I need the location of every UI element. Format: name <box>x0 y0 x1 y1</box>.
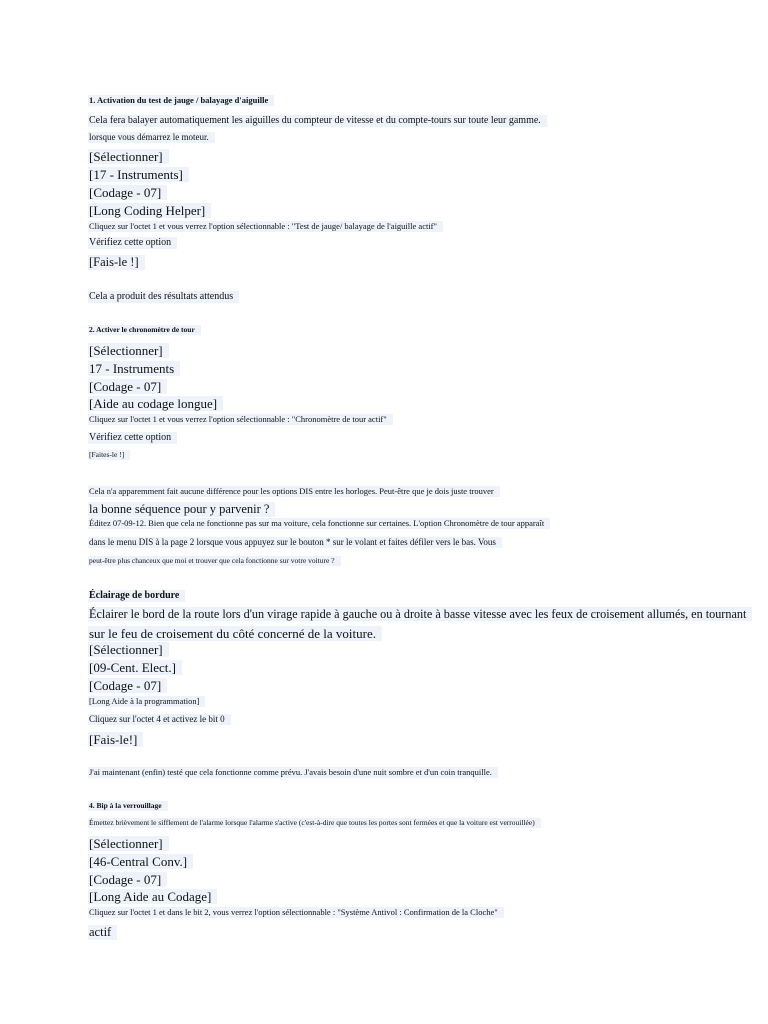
section-4-step-coding: [Codage - 07] <box>88 872 167 887</box>
section-1-step-coding: [Codage - 07] <box>88 185 167 200</box>
section-4-description: Émettez brièvement le sifflement de l'alarme lorsque l'alarme s'active (c'est-à-dire que toutes les portes sont fermées et que la voiture est verrouillée) <box>88 818 541 828</box>
section-3-description-line-2: sur le feu de croisement du côté concerné de la voiture. <box>88 626 382 641</box>
section-3-step-module: [09-Cent. Elect.] <box>88 660 182 675</box>
section-2-note-line-1: Cela n'a apparemment fait aucune différence pour les options DIS entre les horloges. Peut-être que je dois juste trouver <box>88 486 500 497</box>
section-3-title: Éclairage de bordure <box>88 590 185 602</box>
section-1-title: 1. Activation du test de jauge / balayage d'aiguille <box>88 95 274 106</box>
section-3-result: J'ai maintenant (enfin) testé que cela fonctionne comme prévu. J'avais besoin d'une nuit sombre et d'un coin tranquille. <box>88 767 498 778</box>
section-4-instruction-continued: actif <box>88 925 117 940</box>
section-4-instruction: Cliquez sur l'octet 1 et dans le bit 2, vous verrez l'option sélectionnable : "Système Antivol : Confirmation de la Cloche" <box>88 907 504 918</box>
section-1-step-module: [17 - Instruments] <box>88 167 189 182</box>
section-1-verify: Vérifiez cette option <box>88 237 177 249</box>
section-3-step-select: [Sélectionner] <box>88 642 169 657</box>
section-4-title: 4. Bip à la verrouillage <box>88 801 168 811</box>
section-2-note-line-3: Éditez 07-09-12. Bien que cela ne fonctionne pas sur ma voiture, cela fonctionne sur certaines. L'option Chronomètre de tour apparaît <box>88 518 550 529</box>
section-3-do-it: [Fais-le!] <box>88 732 143 747</box>
section-3-helper: [Long Aide à la programmation] <box>88 696 205 707</box>
section-2-instruction: Cliquez sur l'octet 1 et vous verrez l'option sélectionnable : "Chronomètre de tour actif" <box>88 414 393 425</box>
section-1-step-select: [Sélectionner] <box>88 149 169 164</box>
section-1-instruction: Cliquez sur l'octet 1 et vous verrez l'option sélectionnable : "Test de jauge/ balayage de l'aiguille actif" <box>88 221 443 232</box>
section-2-note-line-5: peut-être plus chanceux que moi et trouver que cela fonctionne sur votre voiture ? <box>88 556 341 566</box>
section-2-step-coding: [Codage - 07] <box>88 379 167 394</box>
section-2-step-select: [Sélectionner] <box>88 343 169 358</box>
section-1-result: Cela a produit des résultats attendus <box>88 291 239 303</box>
section-1-description-line-1: Cela fera balayer automatiquement les aiguilles du compteur de vitesse et du compte-tours sur toute leur gamme. <box>88 115 547 127</box>
section-4-step-helper: [Long Aide au Codage] <box>88 889 217 904</box>
section-2-step-helper: [Aide au codage longue] <box>88 396 223 411</box>
section-1-step-helper: [Long Coding Helper] <box>88 203 211 218</box>
section-3-step-coding: [Codage - 07] <box>88 678 167 693</box>
section-2-note-line-4: dans le menu DIS à la page 2 lorsque vous appuyez sur le bouton * sur le volant et faites défiler vers le bas. Vous <box>88 537 502 548</box>
section-4-step-module: [46-Central Conv.] <box>88 854 193 869</box>
section-2-title: 2. Activer le chronomètre de tour <box>88 325 201 335</box>
section-1-description-line-2: lorsque vous démarrez le moteur. <box>88 132 215 143</box>
section-3-instruction: Cliquez sur l'octet 4 et activez le bit 0 <box>88 714 231 725</box>
section-2-step-module: 17 - Instruments <box>88 361 180 376</box>
section-4-step-select: [Sélectionner] <box>88 836 169 851</box>
section-2-note-line-2: la bonne séquence pour y parvenir ? <box>88 502 275 517</box>
section-2-verify: Vérifiez cette option <box>88 432 177 444</box>
section-1-do-it: [Fais-le !] <box>88 255 145 270</box>
section-2-do-it: [Faites-le !] <box>88 450 130 460</box>
section-3-description-line-1: Éclairer le bord de la route lors d'un virage rapide à gauche ou à droite à basse vitesse avec les feux de croisement allumés, en tournant <box>88 607 752 621</box>
